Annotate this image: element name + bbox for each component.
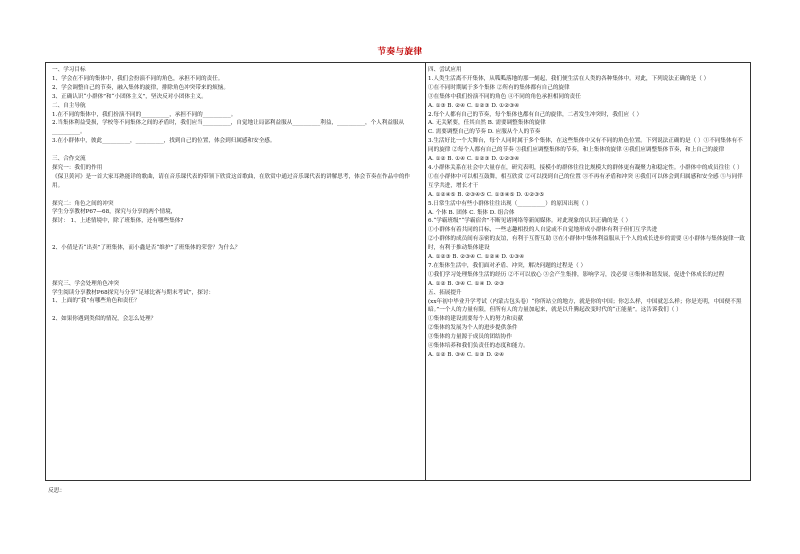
right-line: 2.每个人都有自己的节奏，每个集体也都有自己的旋律，二者发生冲突时，我们应（ ） — [428, 111, 643, 118]
left-column — [52, 66, 418, 324]
left-line — [52, 191, 418, 200]
right-line: ③在集体中我们扮演不同的角色 ④不同的角色承担相同的责任 — [428, 93, 581, 100]
left-line: 3、正确认识“小群体”和“小团体主义”，坚决反对小团体主义。 — [52, 93, 207, 100]
left-line: 探究二：角色之间的冲突 — [52, 200, 114, 207]
worksheet-frame — [45, 62, 751, 481]
left-line — [52, 146, 418, 155]
left-line: 2.当集体利益受损，学校等不同集体之间的矛盾时，我们应当__________，自觉地让局部利益服从__________利益，__________，个人利益服从__________。 — [52, 120, 405, 136]
right-line: A. 个体 B. 团体 C. 集体 D. 组合体 — [428, 209, 515, 216]
left-line — [52, 226, 418, 235]
right-line: 6.“学霸班级”“学霸宿舍”不断见诸网络等新闻媒体。对此现象的认识正确的是（ ） — [428, 218, 632, 225]
right-line: 5.日常生活中有些小群体往往出现（__________）的原因出现（ ） — [428, 200, 592, 207]
right-line: ③集体的力量源于成员的团结协作 — [428, 334, 512, 341]
right-line: ①小群体有着共同的目标，一些志趣相投的人自觉或不自觉地形成小群体有利于但们互学共进 — [428, 227, 658, 234]
left-line: 二、自主导航 — [52, 102, 86, 109]
right-line: A. ①② B. ③④ C. ①③ D. ②④ — [428, 352, 505, 358]
right-line: A. ①②④⑤ B. ②③④⑤ C. ①③④⑤ D. ①②③⑤ — [428, 191, 545, 198]
left-line: 探究一：我们的作用 — [52, 164, 103, 171]
right-line: 四、尝试应用 — [428, 67, 462, 73]
left-line — [52, 235, 418, 244]
right-line: ②集体的发展为个人的进步提供条件 — [428, 325, 518, 332]
right-line: C. 需要调整自己的节奏 D. 应服从个人的节奏 — [428, 129, 541, 136]
left-line: 《保卫黄河》是一首大家耳熟能详的歌曲，请在音乐课代表的带领下欣赏这首歌曲，在欣赏中通过音乐课代表的讲解思考，体会节奏在作品中的作用。 — [52, 173, 411, 189]
left-line: 2、学会调整自己的节奏，融入集体的旋律，排除角色冲突带来的烦恼。 — [52, 84, 229, 91]
left-line — [52, 253, 418, 262]
page-title: 节奏与旋律 — [377, 47, 423, 57]
left-line: 学生分享教材P67—68，探究与分享的两个情境， — [52, 209, 177, 216]
left-line: 1、上面的“我”有哪些角色和责任？ — [52, 298, 140, 305]
right-line: A. ①③ B. ②④ C. ①②③ D. ①②③④ — [428, 102, 520, 109]
left-line: 探讨： 1、上述情境中，除了班集体，还有哪些集体? — [52, 218, 184, 225]
left-line — [52, 306, 418, 315]
left-line — [52, 262, 418, 271]
right-line: ④集体培养和我们负责任的态度和能力。 — [428, 343, 529, 350]
reflection-label: 反思： — [48, 488, 66, 494]
column-divider — [425, 63, 426, 480]
left-line: 2、小倩是否“出卖”了班集体，而小鑫是否“维护”了班集体的荣誉？为什么？ — [52, 245, 241, 252]
left-line: 一、学习目标 — [52, 67, 86, 73]
right-line: (xx年初中毕业升学考试（内蒙古包头卷）“你所站立的地方，就是你的中国；你怎么样，中国就怎么样；你是光明，中国便不黑暗。”一个人的力量有限，但所有人的力量加起来，就是以升腾起改变时代的“正能量”。这告诉我们（ ） — [428, 298, 742, 314]
left-line: 2、如果你遇到类似的情况，会怎么处理？ — [52, 316, 157, 323]
right-line: 4.小群体关系在社会中大量存在，研究表明，接模小的群体往往比规模大的群体更有凝聚力和稳定性。小群体中的成员往往（ ） — [428, 164, 743, 171]
left-line: 3.在小群体中，彼此__________，__________，找到自己的位置，体会到归属感和安全感。 — [52, 138, 276, 145]
right-line: A. ①② B. ①④ C. ①②③ D. ①②③④ — [428, 156, 520, 163]
right-line: ②小群体的成员间有亲密的友谊，有利于互帮互助 ③在小群体中集体利益服从于个人的成长进步的需要 ④小群体与集体旋律一致时，有利于推动集体建设 — [428, 236, 745, 252]
right-line: ①在小群体中可以相互鼓舞，相互欣赏 ②可以找到自己的位置 ③不再有矛盾和冲突 ④我们可以体会到归属感和安全感 ⑤与同伴互学共进，增长才干 — [428, 173, 743, 189]
left-line — [52, 271, 418, 280]
right-line: ①我们学习处理集体生活的经历 ②不可以放心 ③会产生集排，影响学习，没必要 ④集体和谐发展，促进个体成长的过程 — [428, 271, 725, 278]
right-line: A. ①② B. ③④ C. ①④ D. ②③ — [428, 280, 505, 287]
left-line: 学生阅读分享教材P68探究与分享“足球比赛与期末考试”，探讨： — [52, 289, 215, 296]
right-line: 五、拓展提升 — [428, 289, 462, 296]
right-column — [428, 66, 746, 360]
right-line: 3.生活好比一个大舞台，每个人同时属于多个集体，在这些集体中又有不同的角色位置。下列说法正确的是（ ）①不同集体有不同的旋律 ②每个人都有自己的节奏 ③我们应调整集体的节奏，和上集体的旋律 ④我们应调整集体节奏，和上自己的旋律 — [428, 138, 743, 154]
right-line: A. ①②③ B. ②③④ C. ①②④ D. ①③④ — [428, 254, 525, 261]
right-line: 7.在集体生活中，我们面对矛盾、冲突，解决问题的过程是（ ） — [428, 262, 587, 269]
left-line: 三、合作交流 — [52, 156, 86, 163]
right-line: A. 无关紧要，任其自然 B. 需要调整集体的旋律 — [428, 120, 546, 127]
left-line: 1、学会在不同的集体中，我们会扮演不同的角色，承担不同的责任。 — [52, 75, 224, 82]
left-line: 探究三、学会处理角色冲突 — [52, 280, 120, 287]
right-line: 1.人类生活离不开集体，从呱呱落地的那一刻起，我们便生活在人类的各种集体中。对此，下列说法正确的是（ ） — [428, 75, 710, 82]
right-line: ①在不同时期属于多个集体 ②所有的集体都有自己的旋律 — [428, 84, 570, 91]
right-line: ①集体的建设需要每个人的努力和贡献 — [428, 316, 524, 323]
left-line: 1.在不同的集体中，我们扮演不同的__________，承担不同的__________。 — [52, 111, 237, 118]
